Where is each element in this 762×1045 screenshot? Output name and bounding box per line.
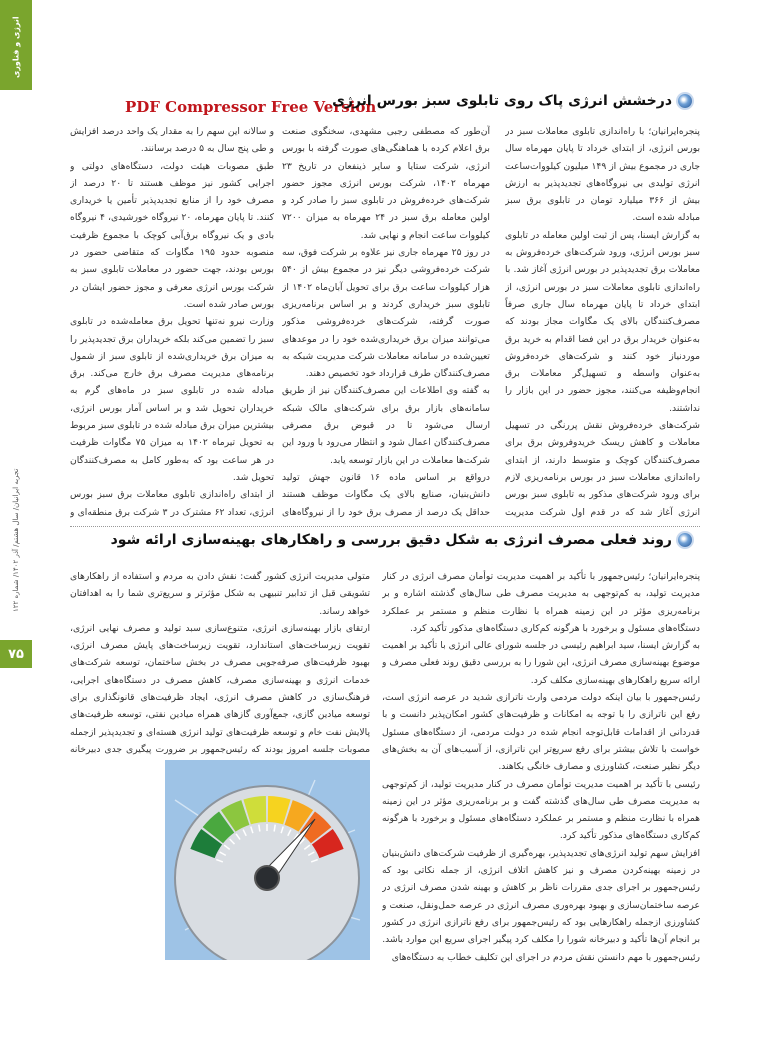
article1-column-1 (505, 123, 700, 521)
paragraph: افزایش سهم تولید انرژی‌های تجدیدپذیر، بهره‌گیری از ظرفیت شرکت‌های دانش‌بنیان در زمینه بهینه‌کردن مصرف و نیز کاهش اتلاف انرژی، از جمله نکاتی بود که رئیس‌جمهور بر اجرای جدی مقررات ناظر بر کاهش و بهینه شدن مصرف انرژی در عرصه ساختمان‌سازی و بهبود بهره‌وری مصرف انرژی در عرصه حمل‌ونقل، صنعت و کشاورزی ازجمله راهکارهایی بود که رئیس‌جمهور برای رفع ناترازی انرژی در کشور بر انجام آن‌ها تأکید و دبیرخانه شورا را مکلف کرد پیگیر اجرای سریع این موارد باشد. (382, 847, 700, 946)
paragraph: آن‌طور که مصطفی رجبی مشهدی، سخنگوی صنعت برق اعلام کرده با هماهنگی‌های صورت گرفته با بورس انرژی، شرکت ستایا و سایر ذینفعان در تاریخ ۲۳ مهرماه ۱۴۰۲، شرکت بورس انرژی مجوز حضور شرکت‌های خرده‌فروش در تابلوی سبز را صادر کرد و اولین معامله برق سبز در ۲۴ مهرماه به میزان ۷۲۰۰ کیلووات ساعت انجام و نهایی شد. (282, 126, 490, 241)
section-tab-label: انرژی و فناوری (11, 16, 21, 78)
gauge-graphic (165, 760, 370, 960)
sidebar (0, 0, 32, 1045)
gauge-illustration (165, 760, 370, 960)
article1-header (332, 93, 692, 109)
paragraph: پنجره‌ایرانیان؛ رئیس‌جمهور با تأکید بر اهمیت مدیریت توأمان مصرف انرژی در کنار مدیریت تولید، به کم‌توجهی به مدیریت مصرف طی سال‌های گذشته اشاره و بر برنامه‌ریزی مؤثر در این زمینه همراه با نظارت منظم و مستمر بر عملکرد دستگاه‌های مسئول و برخورد با هرگونه کم‌کاری دستگاه‌های مذکور تأکید کرد. (382, 571, 700, 634)
paragraph: رئیس‌جمهور با بیان اینکه دولت مردمی وارث ناترازی شدید در عرصه انرژی است، رفع این ناترازی را با توجه به امکانات و ظرفیت‌های کشور امکان‌پذیر دانست و با قدردانی از اقدامات قابل‌توجه انجام شده در دولت مردمی، از دستگاه‌های مسئول خواست با تلاش بیشتر برای رفع سریع‌تر این ناترازی، از آسیب‌های آن به بخش‌های دیگر نظیر صنعت، کشاورزی و مصارف خانگی بکاهند. (382, 692, 700, 773)
paragraph: رئیسی با تأکید بر اهمیت مدیریت توأمان مصرف در کنار مدیریت تولید، از کم‌توجهی به مدیریت مصرف طی سال‌های گذشته گفت و بر برنامه‌ریزی مؤثر در این زمینه همراه با نظارت منظم و مستمر بر عملکرد دستگاه‌های مسئول و برخورد با هرگونه کم‌کاری دستگاه‌های مذکور تأکید کرد. (382, 778, 700, 842)
article2-column-1 (382, 568, 700, 980)
paragraph: ارتقای بازار بهینه‌سازی انرژی، متنوع‌سازی سبد تولید و مصرف نهایی انرژی، تقویت زیرساخت‌های استاندارد، تقویت زیرساخت‌های پایش مصرف انرژی، بهبود ظرفیت‌های صرفه‌جویی مصرف در بخش ساختمان، توسعه شرکت‌های خدمات انرژی و بهینه‌سازی مصرف، کاهش مصرف در دستگاه‌های اجرایی، فرهنگ‌سازی در کاهش مصرف انرژی، ایجاد ظرفیت‌های قانونگذاری برای توسعه میادین گازی، جمع‌آوری گازهای همراه میادین نفتی، توسعه ظرفیت‌های پالایش نفت خام و توسعه ظرفیت‌های تولید انرژی هسته‌ای و تجدیدپذیر ازجمله مصوبات جلسه امروز بودند که رئیس‌جمهور بر ضرورت پیگیری جدی دبیرخانه (70, 622, 370, 755)
article2-header (111, 532, 692, 548)
paragraph: رئیس‌جمهور با مهم دانستن نقش مردم در اجرای این تکلیف خطاب به دستگاه‌های (391, 951, 700, 963)
paragraph: از ابتدای راه‌اندازی تابلوی معاملات برق سبز بورس انرژی، تعداد ۶۲ مشترک در ۳ شرکت برق منطقه‌ای و (70, 489, 274, 518)
watermark: PDF Compressor Free Version (125, 98, 377, 116)
section-tab (0, 0, 32, 90)
article-divider (70, 526, 700, 527)
article2-column-2 (70, 568, 370, 756)
article1-title: درخشش انرژی پاک روی تابلوی سبز بورس انرژی (332, 93, 672, 109)
page-number: ۷۵ (0, 640, 32, 668)
paragraph: در روز ۲۵ مهرماه جاری نیز علاوه بر شرکت فوق، سه شرکت خرده‌فروشی دیگر نیز در مجموع بیش از ۵۴۰ هزار کیلووات ساعت برق برای تحویل آبان‌ماه ۱۴۰۲ از تابلوی سبز خریداری کردند و بر اساس برنامه‌ریزی صورت گرفته، شرکت‌های خرده‌فروشی مذکور می‌توانند میزان برق خریداری‌شده خود را در موعدهای تعیین‌شده در سامانه معاملات شرکت مدیریت شبکه به مصرف‌کنندگان طرف قرارداد خود تخصیص دهند. (282, 247, 490, 380)
title-bullet-icon (678, 94, 692, 108)
journal-info: تجربه ایرانیان/ سال هشتم/ آذر ۱۴۰۲/ شماره ۱۲۲ (12, 468, 20, 612)
gauge-tick (274, 825, 275, 832)
paragraph: متولی مدیریت انرژی کشور گفت: نقش دادن به مردم و استفاده از راهکارهای تشویقی قبل از تدابیر تنبیهی به شکل مؤثرتر و سریع‌تری شما را به اهدافتان خواهد رساند. (70, 571, 370, 617)
paragraph: شرکت‌های خرده‌فروش نقش پررنگی در تسهیل معاملات و کاهش ریسک خریدوفروش برق برای مصرف‌کنندگان کوچک و متوسط دارند، از ابتدای راه‌اندازی معاملات سبز در بورس برنامه‌ریزی لازم برای ورود شرکت‌های مذکور به تابلوی سبز بورس انرژی آغاز شد که در قدم اول شرکت مدیریت (505, 420, 700, 518)
paragraph: وزارت نیرو نه‌تنها تحویل برق معامله‌شده در تابلوی سبز را تضمین می‌کند بلکه خریداران برق تجدیدپذیر را به میزان برق خریداری‌شده از تابلوی سبز از شمول برنامه‌های مدیریت مصرف برق خارج می‌کند. برق مبادله شده در تابلوی سبز در ماه‌های گرم به خریداران تحویل شد و بر اساس آمار بورس انرژی، بیشترین میزان برق مبادله شده در تابلوی سبز مربوط به تحویل تیرماه ۱۴۰۲ به میزان ۷۵ مگاوات ظرفیت در هر ساعت بود که به‌طور کامل به مصرف‌کنندگان تحویل شد. (70, 316, 274, 483)
gauge-tick (259, 825, 260, 832)
paragraph: طبق مصوبات هیئت دولت، دستگاه‌های دولتی و اجرایی کشور نیز موظف هستند تا ۲۰ درصد از مصرف خود را از منابع تجدیدپذیر تأمین یا خریداری کنند. تا پایان مهرماه، ۲۰ نیروگاه خورشیدی، ۴ نیروگاه بادی و یک نیروگاه برق‌آبی کوچک با مجموع ظرفیت منصوبه حدود ۱۹۵ مگاوات که متقاضی حضور در بورس بودند، جهت حضور در معاملات تابلوی سبز به شرکت بورس انرژی معرفی و مجوز حضور ایشان در بورس صادر شده است. (70, 160, 274, 310)
paragraph: و سالانه این سهم را به مقدار یک واحد درصد افزایش و طی پنج سال به ۵ درصد برسانند. (70, 126, 274, 155)
title-bullet-icon (678, 533, 692, 547)
paragraph: به گزارش ایسنا، پس از ثبت اولین معامله در تابلوی سبز بورس انرژی، ورود شرکت‌های خرده‌فروش به معاملات برق تجدیدپذیر در بورس انرژی آغاز شد. با راه‌اندازی تابلوی معاملات سبز در بورس انرژی، از ابتدای خرداد تا پایان مهرماه سال جاری صرفاً مصرف‌کنندگان بالای یک مگاوات مجاز بودند که به‌عنوان خریدار برق در این فضا اقدام به خرید برق موردنیاز خود کنند و شرکت‌های خرده‌فروش به‌عنوان واسطه و تسهیل‌گر معاملات برق انجام‌وظیفه می‌کنند، مجوز حضور در این بازار را نداشتند. (505, 229, 700, 414)
article1-column-3 (70, 123, 274, 521)
gauge-hub (255, 866, 279, 890)
article2-title: روند فعلی مصرف انرژی به شکل دقیق بررسی و راهکارهای بهینه‌سازی ارائه شود (110, 532, 672, 548)
article1-column-2 (282, 123, 490, 521)
paragraph: به گفته وی اطلاعات این مصرف‌کنندگان نیز از طریق سامانه‌های بازار برق برای شرکت‌های مالک شبکه ارسال می‌شود تا در قبوض برق مصرفی مصرف‌کنندگان اعمال شود و انتظار می‌رود با ورود این شرکت‌ها معاملات در این بازار توسعه یابد. (282, 385, 490, 466)
paragraph: پنجره‌ایرانیان؛ با راه‌اندازی تابلوی معاملات سبز در بورس انرژی، از ابتدای خرداد تا پایان مهرماه سال جاری در مجموع بیش از ۱۴۹ میلیون کیلووات‌ساعت انرژی تولیدی بی نیروگاه‌های تجدیدپذیر به ارزش بیش از ۳۶۶ میلیارد تومان در تابلوی برق سبز مبادله شده است. (505, 126, 700, 224)
paragraph: به گزارش ایسنا، سید ابراهیم رئیسی در جلسه شورای عالی انرژی با تأکید بر اهمیت موضوع بهینه‌سازی مصرف انرژی، این شورا را به بررسی دقیق روند فعلی مصرف و ارائه سریع راهکارهای بهینه‌سازی مکلف کرد. (382, 640, 700, 686)
paragraph: درواقع بر اساس ماده ۱۶ قانون جهش تولید دانش‌بنیان، صنایع بالای یک مگاوات موظف هستند حداقل یک درصد از مصرف برق خود را از نیروگاه‌های (282, 471, 490, 518)
